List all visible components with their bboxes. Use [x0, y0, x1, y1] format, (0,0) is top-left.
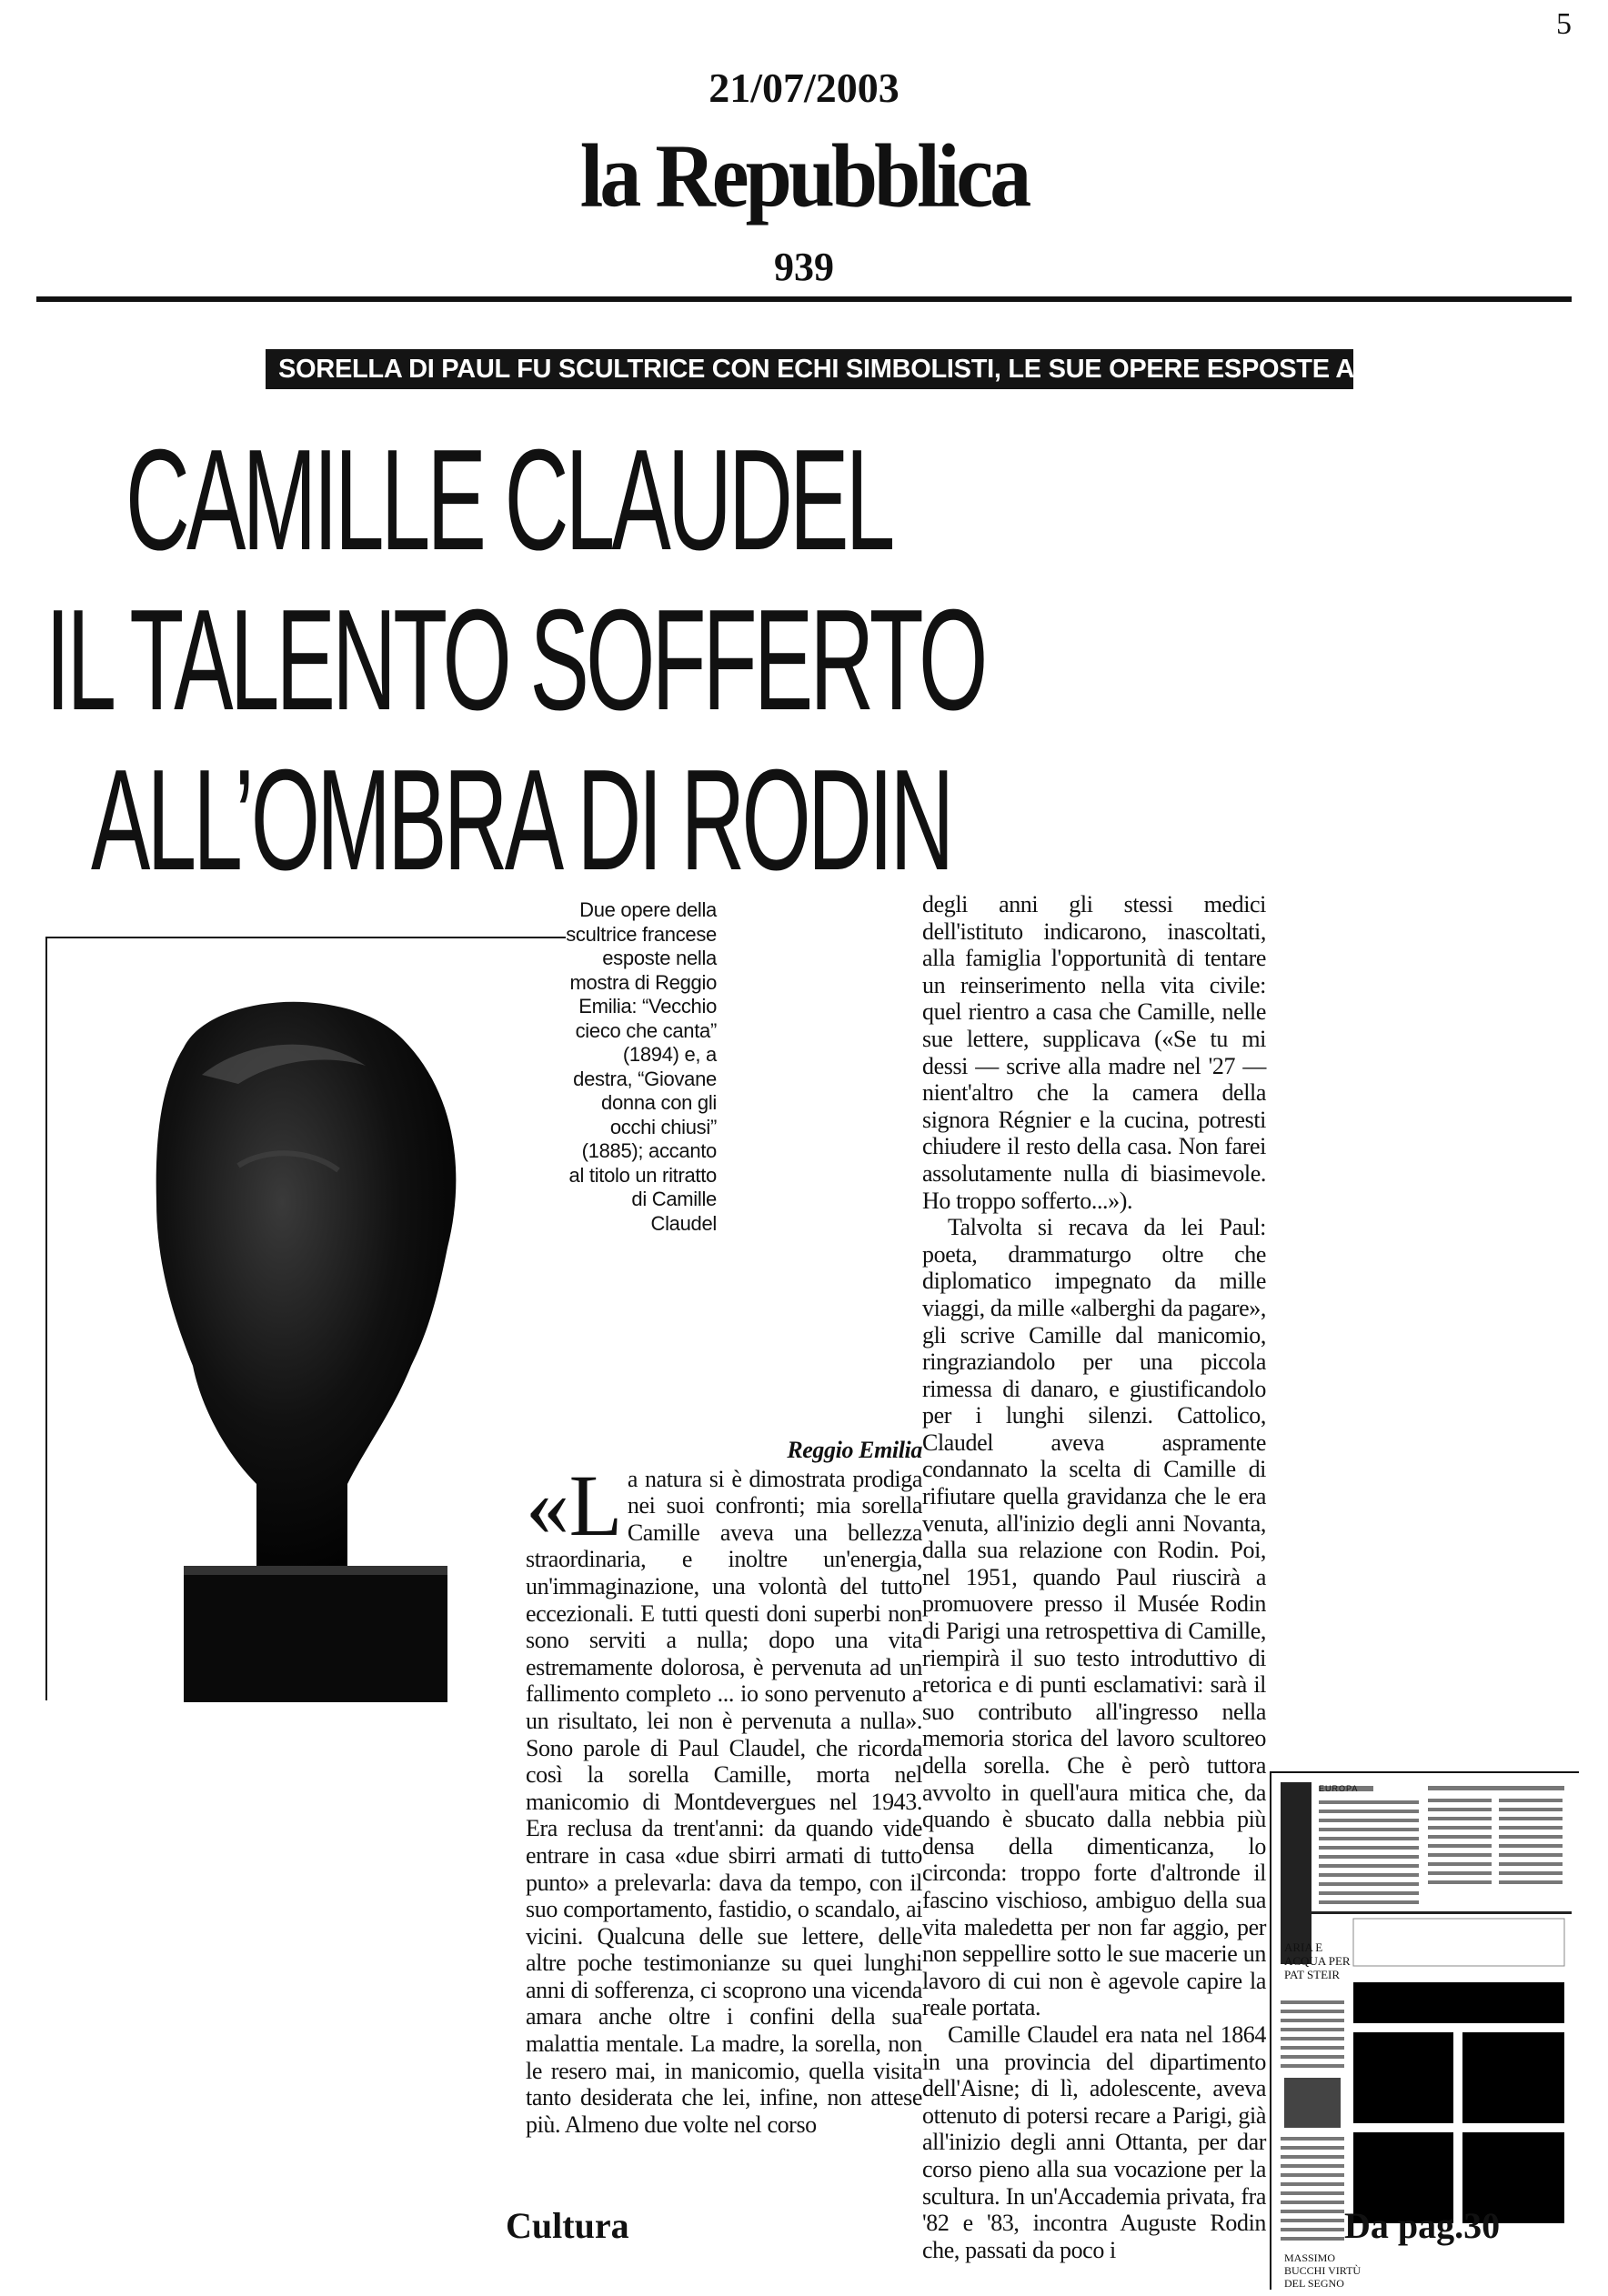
sculpture-bust-image: [47, 938, 568, 1702]
masthead-logo: la Repubblica: [579, 125, 1029, 226]
section-label: Cultura: [506, 2205, 629, 2246]
kicker-banner: SORELLA DI PAUL FU SCULTRICE CON ECHI SIMBOLISTI, LE SUE OPERE ESPOSTE A REGGIO EMILIA: [266, 349, 1353, 389]
drop-cap: «L: [526, 1456, 622, 1554]
thumbnail-section-tag: EUROPA: [1319, 1784, 1359, 1793]
thumbnail-headline-left: ARIA E ACQUA PER PAT STEIR: [1284, 1940, 1351, 1981]
article-paragraph: [526, 1456, 922, 2139]
header-rule: [36, 296, 1572, 302]
thumbnail-headline-right: MASSIMO BUCCHI VIRTÙ DEL SEGNO: [1284, 2251, 1362, 2290]
article-paragraph: degli anni gli stessi medici dell'istituto indicarono, inascoltati, alla famiglia l'opportunità di tentare un reinserimento nella vita civile: quel rientro a casa che Camille, nelle sue lettere, supplicava («Se tu mi dessi — scrive alla madre nel '27 — nient'altro che la camera della signora Régnier e la cucina, potresti chiudere il resto della casa. Non farei assolutamente nulla di biasimevole. Ho troppo sofferto...»).: [922, 891, 1266, 1214]
issue-number: 939: [774, 245, 834, 289]
headline-line-1: CAMILLE CLAUDEL: [126, 420, 892, 580]
photo-caption: Due opere della scultrice francese esposte nella mostra di Reggio Emilia: “Vecchio cieco che canta” (1894) e, a destra, “Giovane donna con gli occhi chiusi” (1885); accanto al titolo un ritratto di Camille Claudel: [566, 898, 717, 1235]
sculpture-photo: [45, 937, 566, 1700]
page-number: 5: [1556, 7, 1572, 41]
publication-date: 21/07/2003: [709, 65, 899, 111]
article-paragraph: Camille Claudel era nata nel 1864 in una provincia del dipartimento dell'Aisne; di lì, adolescente, aveva ottenuto di potersi recare a Parigi, già all'inizio degli anni Ottanta, per dar corso pieno alla sua vocazione per la scultura. In un'Accademia privata, fra '82 e '83, incontra Auguste Rodin che, passati da poco i: [922, 2020, 1266, 2263]
dateline: Reggio Emilia: [787, 1437, 922, 1463]
headline-line-3: ALL’OMBRA DI RODIN: [91, 740, 951, 900]
article-column-2: [526, 1437, 922, 2138]
headline-line-2: IL TALENTO SOFFERTO: [45, 580, 985, 740]
continuation-label: Da pag.30: [1344, 2205, 1501, 2246]
article-column-3: [922, 891, 1266, 2263]
article-text: a natura si è dimostrata prodiga nei suoi confronti; mia sorella Camille aveva una bellezza straordinaria, e inoltre un'energia, un'immaginazione, una volontà del tutto eccezionali. E tutti questi doni superbi non sono serviti a nulla; dopo una vita estremamente dolorosa, è pervenuta ad un fallimento completo ... io sono pervenuto a un risultato, lei non è pervenuta a nulla». Sono parole di Paul Claudel, che ricorda così la sorella Camille, morta nel manicomio di Montdevergues nel 1943. Era reclusa da trent'anni: da quando vide entrare in casa «due sbirri armati di tutto punto» a prelevarla: dava da tempo, con il suo comportamento, fastidio, o scandalo, ai vicini. Qualcuna delle sue lettere, delle altre poche testimonianze su quei lunghi anni di sofferenza, ci scoprono una vicenda amara anche oltre i confini della sua malattia mentale. La madre, la sorella, non le resero mai, in manicomio, quella visita tanto desiderata che lei, infine, non attese più. Almeno due volte nel corso: [526, 1465, 922, 2138]
article-paragraph: Talvolta si recava da lei Paul: poeta, drammaturgo oltre che diplomatico impegnato da mille viaggi, da mille «alberghi da pagare», gli scrive Camille dal manicomio, ringraziandolo per una piccola rimessa di danaro, e giustificandolo per i lunghi silenzi. Cattolico, Claudel aveva aspramente condannato la scelta di Camille di rifiutare quella gravidanza che le era venuta, all'inizio degli anni Novanta, dalla sua relazione con Rodin. Poi, nel 1951, quando Paul riuscirà a promuovere presso il Musée Rodin di Parigi una retrospettiva di Camille, riempirà il suo testo introduttivo di retorica e di punti esclamativi: sarà il suo contributo all'ingresso nella memoria storica del lavoro scultoreo della sorella. Che è però tuttora avvolto in quell'aura mitica che, da quando è sbucato dalla nebbia più densa della dimenticanza, lo circonda: troppo forte d'altronde il fascino vischioso, ambiguo della sua vita maledetta per non far aggio, per non seppellire sotto le sue macerie un lavoro di cui non è agevole capire la reale portata.: [922, 1214, 1266, 2021]
